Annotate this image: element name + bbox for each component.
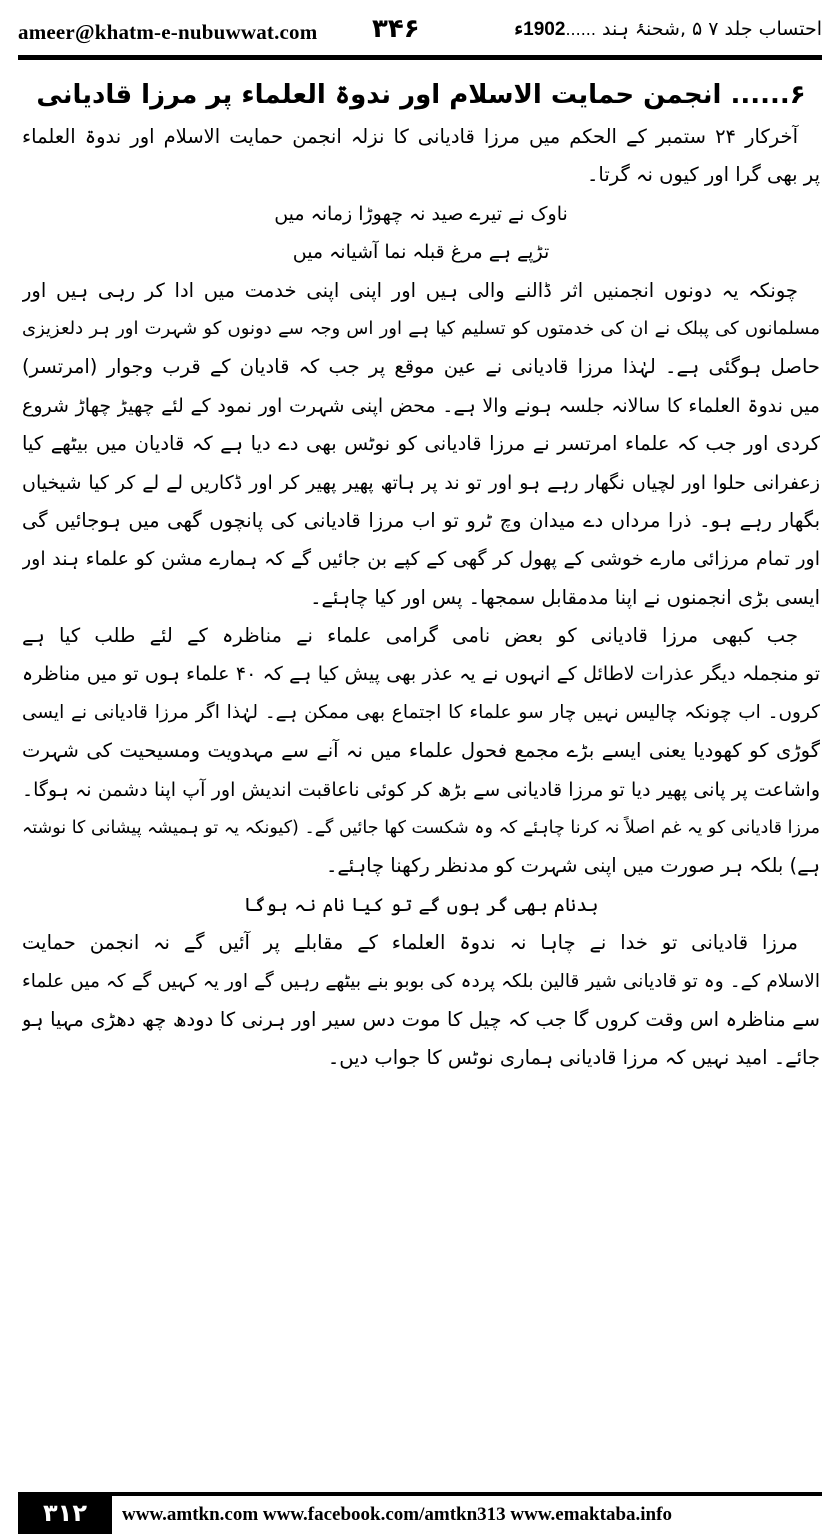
text-line: پر بھی گرا اور کیوں نہ گرتا۔ — [586, 163, 820, 187]
header-email[interactable]: ameer@khatm-e-nubuwwat.com — [18, 20, 318, 44]
text-line: اور تمام مرزائی مارے خوشی کے پھول کر گھی کے کپے بن جائیں گے کہ ہمارے مشن کو علماء ہند اور — [22, 548, 820, 571]
header-dots: ...... — [565, 20, 596, 39]
text-line: جائے۔ امید نہیں کہ مرزا قادیانی ہماری نوٹس کا جواب دیں۔ — [327, 1046, 820, 1070]
text-line: زعفرانی حلوا اور لچیاں نگھار رہے ہو اور تو ند پر ہاتھ پھیر پھیر کر اور ڈکاریں لے لے کر کیا شیخیاں — [22, 471, 820, 494]
header-book-title — [514, 18, 822, 41]
page-footer — [18, 1492, 822, 1534]
footer-links[interactable]: www.amtkn.com www.facebook.com/amtkn313 www.emaktaba.info — [122, 1504, 672, 1525]
text-line: مسلمانوں کی پبلک نے ان کی خدمتوں کو تسلیم کیا ہے اور اس وجہ سے دونوں کو شہرت اور ہر دلعزیزی — [22, 317, 820, 339]
page-header — [18, 14, 822, 48]
text-line: میں ندوۃ العلماء کا سالانہ جلسہ ہونے والا ہے۔ محض اپنی شہرت اور نمود کے لئے چھیڑ چھاڑ شروع — [22, 394, 820, 417]
text-line: مرزا قادیانی کو یہ غم اصلاً نہ کرنا چاہئے کہ وہ شکست کھا جائیں گے۔ (کیونکہ یہ تو ہمیشہ پیشانی کا نوشتہ — [22, 818, 820, 839]
text-line: مرزا قادیانی تو خدا نے چاہا نہ ندوۃ العلماء کے مقابلے پر آئیں گے نہ انجمن حمایت — [22, 931, 798, 955]
header-title: احتساب جلد ۷ ۵ ,شحنۂ ہند — [602, 18, 822, 40]
text-line: تو منجملہ دیگر عذرات لاطائل کے انہوں نے یہ عذر بھی پیش کیا ہے کہ ۴۰ علماء ہوں تو میں مناظرہ — [22, 663, 820, 686]
body-text — [22, 118, 820, 1078]
text-line: سے مناظرہ اس وقت کروں گا جب کہ چیل کا موت دس سیر اور ہرنی کا دودھ چھ دھڑی مہیا ہو — [22, 1007, 820, 1031]
text-line: واشاعت پر پانی پھیر دیا تو مرزا قادیانی سے بڑھ کر کوئی ناعاقبت اندیش اور آپ اپنا دشمن نہ ہوگا۔ — [22, 778, 820, 801]
verse-line: بدنام بھی گر ہوں گے تو کیا نام نہ ہوگا — [243, 893, 599, 916]
text-line: حاصل ہوگئی ہے۔ لہٰذا مرزا قادیانی نے عین موقع پر جب کہ قادیان کے قرب وجوار (امرتسر) — [22, 355, 820, 379]
verse-line: ناوک نے تیرے صید نہ چھوڑا زمانہ میں — [274, 202, 568, 225]
text-line: ہے) بلکہ ہر صورت میں اپنی شہرت کو مدنظر رکھنا چاہئے۔ — [325, 854, 820, 878]
text-line: چونکہ یہ دونوں انجمنیں اثر ڈالنے والی ہیں اور اپنی اپنی خدمت میں ادا کر رہی ہیں اور — [22, 278, 798, 302]
text-line: بگھار رہے ہو۔ ذرا مرداں دے میدان وچ ٹرو تو اب مرزا قادیانی کی پانچوں گھی میں ہوجائیں گی — [22, 508, 820, 532]
text-line: گوڑی کو کھودیا یعنی ایسے بڑے مجمع فحول علماء میں نہ آنے سے مہدویت ومسیحیت کی شہرت — [22, 739, 820, 763]
text-line: آخرکار ۲۴ ستمبر کے الحکم میں مرزا قادیانی کا نزلہ انجمن حمایت الاسلام اور ندوۃ العلماء — [22, 125, 798, 148]
text-line: ایسی بڑی انجمنوں نے اپنا مدمقابل سمجھا۔ پس اور کیا چاہئے۔ — [310, 585, 820, 609]
section-title: ۶...... انجمن حمایت الاسلام اور ندوۃ العلماء پر مرزا قادیانی — [36, 80, 806, 110]
page-body — [22, 72, 820, 1078]
footer-page-number: ۳۱۲ — [18, 1492, 112, 1534]
text-line: کروں۔ اب چونکہ چالیس نہیں چار سو علماء کا اجتماع بھی ممکن ہے۔ لہٰذا اگر مرزا قادیانی نے ایسی — [22, 701, 820, 723]
header-page-number: ۳۴۶ — [372, 14, 420, 44]
text-line: کردی اور جب کہ علماء امرتسر نے مرزا قادیانی کو نوٹس بھی دے دیا ہے کہ قادیان میں بیٹھے کیا — [22, 432, 820, 456]
header-rule — [18, 55, 822, 60]
footer-rule — [112, 1492, 822, 1496]
verse-line: تڑپے ہے مرغ قبلہ نما آشیانہ میں — [292, 241, 550, 264]
text-line: جب کبھی مرزا قادیانی کو بعض نامی گرامی علماء نے مناظرہ کے لئے طلب کیا ہے — [22, 624, 798, 648]
text-line: الاسلام کے۔ وہ تو قادیانی شیر قالین بلکہ پردہ کی بوبو بنے بیٹھے رہیں گے اور یہ کہیں گے کہ میں علماء — [22, 970, 820, 992]
header-year: 1902ء — [514, 19, 566, 40]
